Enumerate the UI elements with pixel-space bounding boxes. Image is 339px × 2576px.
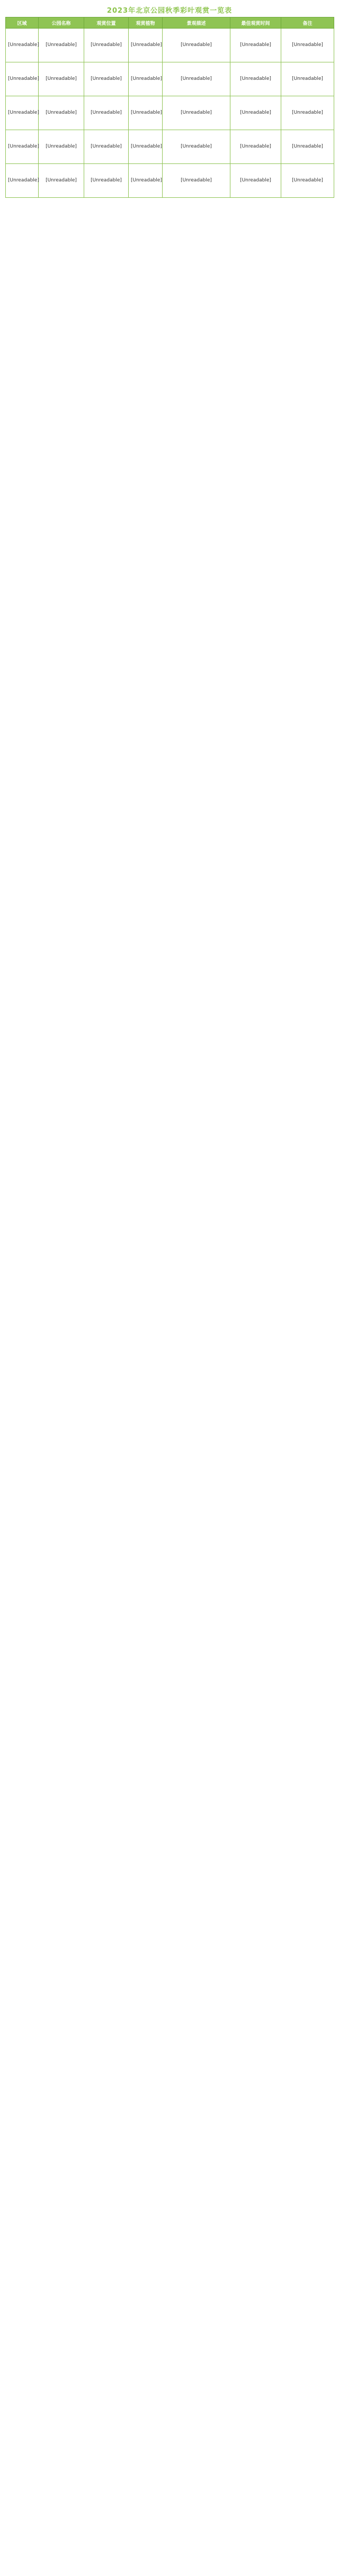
cell-description: [Unreadable] [163, 62, 230, 96]
cell-description: [Unreadable] [163, 164, 230, 198]
cell-note: [Unreadable] [281, 164, 334, 198]
column-header: 公园名称 [39, 17, 84, 29]
column-header: 备注 [281, 17, 334, 29]
cell-district: [Unreadable] [6, 164, 39, 198]
column-header: 景观描述 [163, 17, 230, 29]
column-header: 观赏植物 [129, 17, 163, 29]
cell-time: [Unreadable] [230, 164, 281, 198]
cell-time: [Unreadable] [230, 62, 281, 96]
cell-district: [Unreadable] [6, 29, 39, 62]
column-header: 观赏位置 [84, 17, 129, 29]
cell-park: [Unreadable] [39, 96, 84, 130]
column-header: 区域 [6, 17, 39, 29]
cell-district: [Unreadable] [6, 96, 39, 130]
cell-plants: [Unreadable] [129, 29, 163, 62]
cell-description: [Unreadable] [163, 96, 230, 130]
cell-park: [Unreadable] [39, 29, 84, 62]
cell-plants: [Unreadable] [129, 96, 163, 130]
table-row [6, 62, 334, 96]
cell-plants: [Unreadable] [129, 130, 163, 164]
cell-location: [Unreadable] [84, 164, 129, 198]
cell-park: [Unreadable] [39, 130, 84, 164]
cell-district: [Unreadable] [6, 130, 39, 164]
cell-note: [Unreadable] [281, 62, 334, 96]
document-page [5, 5, 334, 198]
cell-plants: [Unreadable] [129, 164, 163, 198]
cell-location: [Unreadable] [84, 62, 129, 96]
cell-time: [Unreadable] [230, 130, 281, 164]
cell-time: [Unreadable] [230, 29, 281, 62]
table-row [6, 96, 334, 130]
table-row [6, 29, 334, 62]
table-body [6, 29, 334, 198]
table-header-row [6, 17, 334, 29]
document-title: 2023年北京公园秋季彩叶观赏一览表 [106, 7, 233, 15]
cell-description: [Unreadable] [163, 130, 230, 164]
cell-district: [Unreadable] [6, 62, 39, 96]
cell-park: [Unreadable] [39, 164, 84, 198]
cell-description: [Unreadable] [163, 29, 230, 62]
cell-location: [Unreadable] [84, 130, 129, 164]
cell-note: [Unreadable] [281, 29, 334, 62]
cell-plants: [Unreadable] [129, 62, 163, 96]
foliage-table [5, 17, 334, 198]
cell-note: [Unreadable] [281, 130, 334, 164]
cell-location: [Unreadable] [84, 29, 129, 62]
cell-time: [Unreadable] [230, 96, 281, 130]
table-row [6, 164, 334, 198]
column-header: 最佳观赏时间 [230, 17, 281, 29]
cell-note: [Unreadable] [281, 96, 334, 130]
cell-location: [Unreadable] [84, 96, 129, 130]
table-row [6, 130, 334, 164]
cell-park: [Unreadable] [39, 62, 84, 96]
